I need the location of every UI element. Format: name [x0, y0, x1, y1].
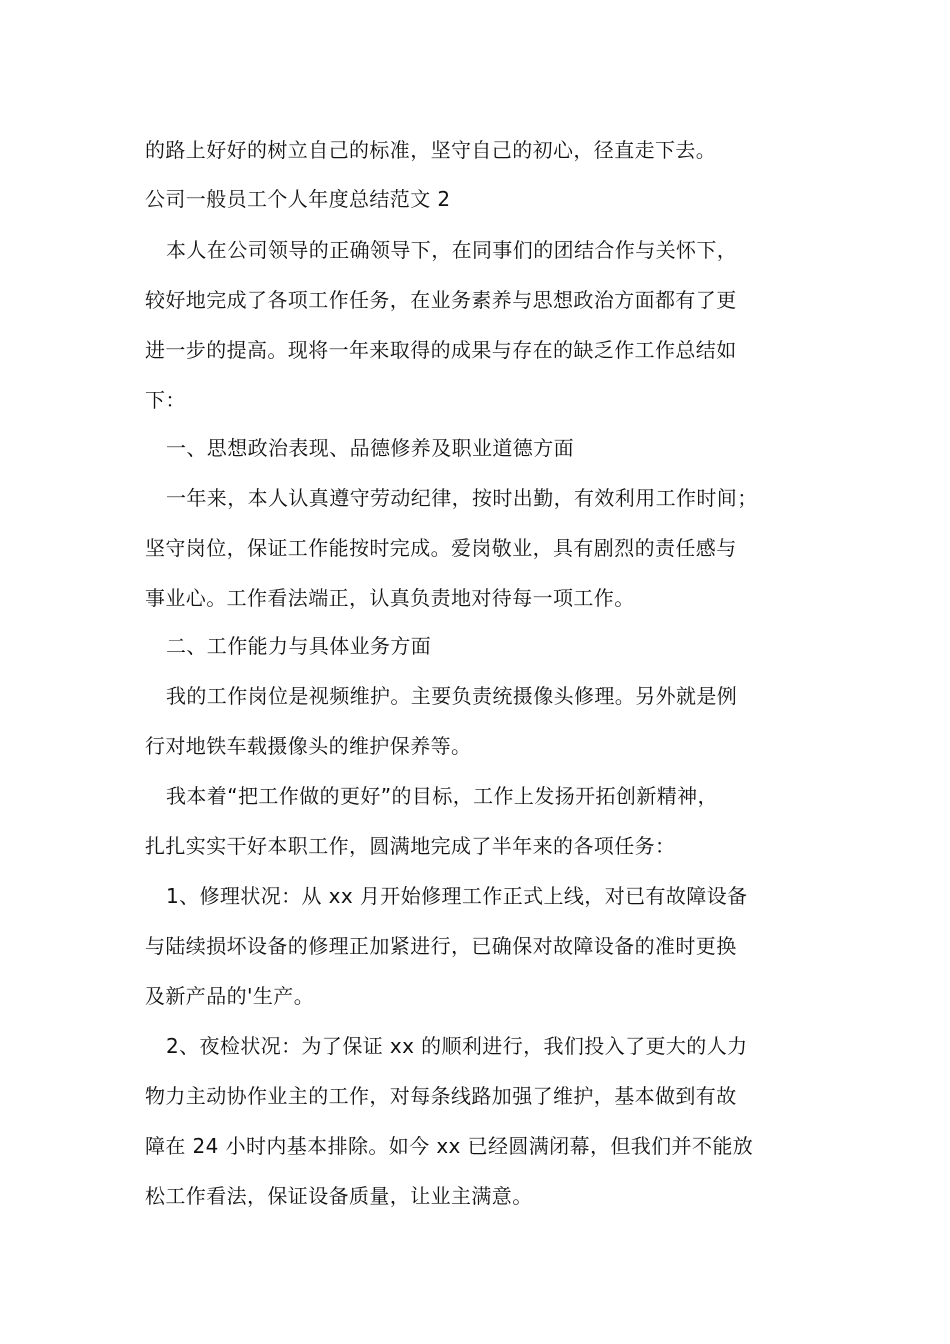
text-line: 扎扎实实干好本职工作，圆满地完成了半年来的各项任务：: [145, 834, 676, 858]
text-line: 2、夜检状况：为了保证 xx 的顺利进行，我们投入了更大的人力: [166, 1034, 748, 1058]
text-line: 本人在公司领导的正确领导下，在同事们的团结合作与关怀下，: [166, 238, 738, 262]
text-line: 行对地铁车载摄像头的维护保养等。: [145, 734, 472, 758]
text-line: 我本着“把工作做的更好”的目标，工作上发扬开拓创新精神，: [166, 784, 718, 808]
text-line: 坚守岗位，保证工作能按时完成。爱岗敬业，具有剧烈的责任感与: [145, 536, 737, 560]
section-heading: 二、工作能力与具体业务方面: [166, 634, 432, 658]
text-line: 物力主动协作业主的工作，对每条线路加强了维护，基本做到有故: [145, 1084, 737, 1108]
text-line: 较好地完成了各项工作任务，在业务素养与思想政治方面都有了更: [145, 288, 737, 312]
text-line: 松工作看法，保证设备质量，让业主满意。: [145, 1184, 533, 1208]
text-line: 1、修理状况：从 xx 月开始修理工作正式上线，对已有故障设备: [166, 884, 748, 908]
text-line: 事业心。工作看法端正，认真负责地对待每一项工作。: [145, 586, 635, 610]
text-line: 及新产品的'生产。: [145, 984, 315, 1008]
text-line: 障在 24 小时内基本排除。如今 xx 已经圆满闭幕，但我们并不能放: [145, 1134, 754, 1158]
text-line: 进一步的提高。现将一年来取得的成果与存在的缺乏作工作总结如: [145, 338, 737, 362]
section-heading: 一、思想政治表现、品德修养及职业道德方面: [166, 436, 574, 460]
text-line: 与陆续损坏设备的修理正加紧进行，已确保对故障设备的准时更换: [145, 934, 737, 958]
text-line: 一年来，本人认真遵守劳动纪律，按时出勤，有效利用工作时间；: [166, 486, 758, 510]
text-line: 的路上好好的树立自己的标准，坚守自己的初心，径直走下去。: [145, 138, 717, 162]
section-title: 公司一般员工个人年度总结范文 2: [145, 187, 451, 211]
text-line: 下：: [145, 388, 186, 412]
text-line: 我的工作岗位是视频维护。主要负责统摄像头修理。另外就是例: [166, 684, 738, 708]
